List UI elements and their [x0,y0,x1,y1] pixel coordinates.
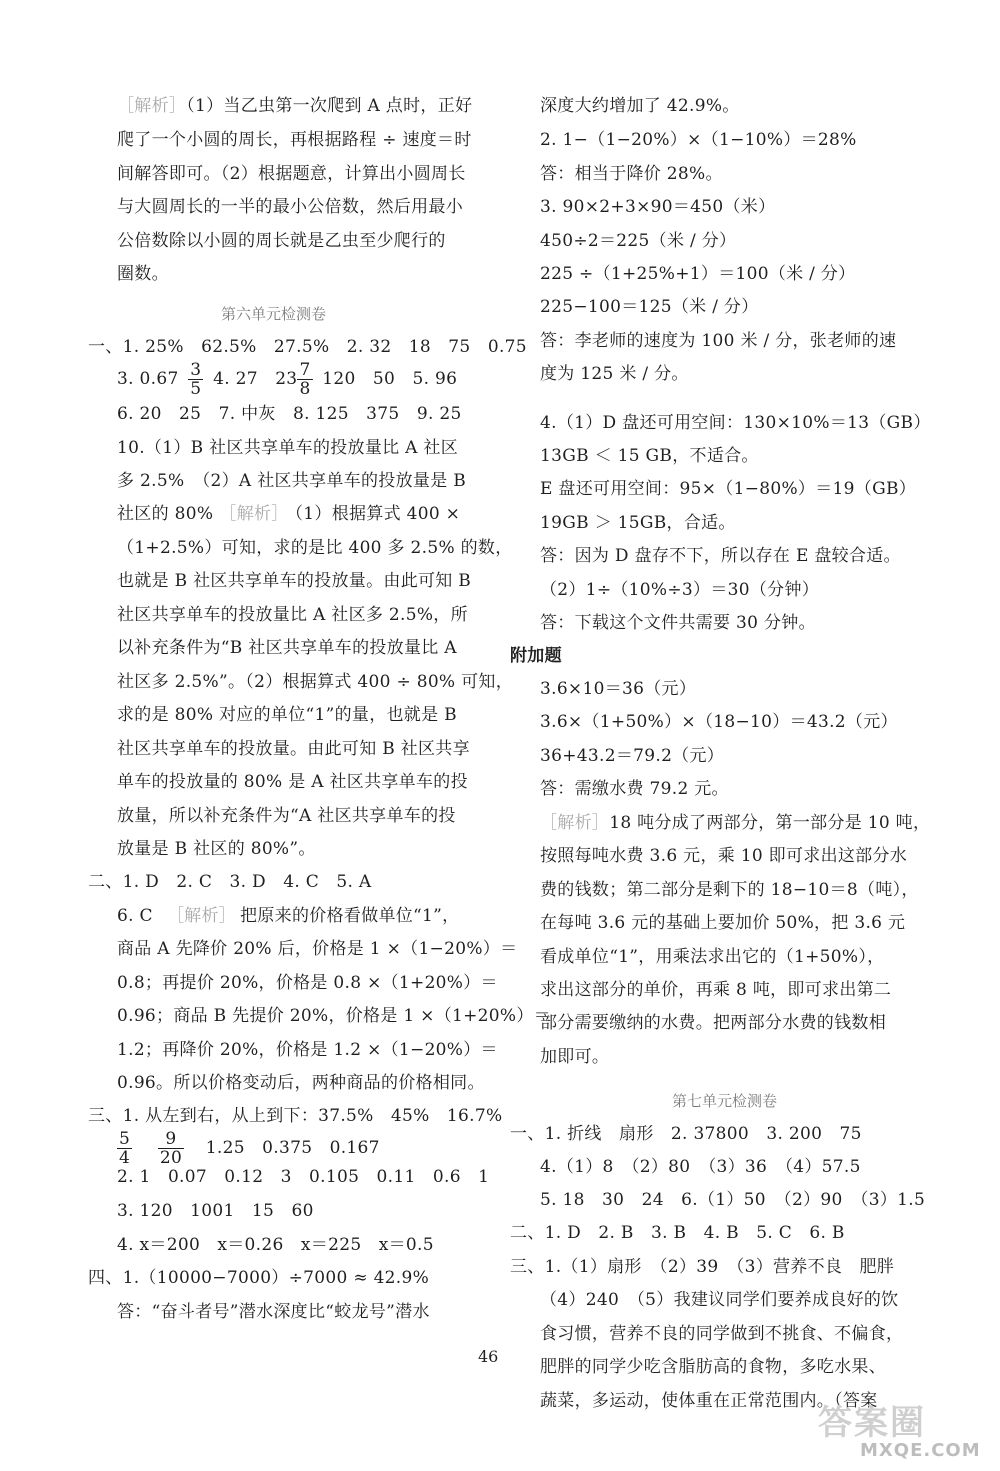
text-line: 3. 0.67 $\frac{3}{5}$ 4. 27 23 $\frac{7}{8}$ 120 50 5. 96 [117,360,458,399]
text-line: 加即可。 [540,1047,610,1067]
text-line: 部分需要缴纳的水费。把两部分水费的钱数相 [540,1013,886,1033]
text-line: 答：李老师的速度为 100 米 / 分，张老师的速 [540,331,897,351]
text-line: 1.2；再降价 20%，价格是 1.2 ×（1−20%）＝ [117,1040,498,1060]
text-line: 6. C ［解析］ 把原来的价格看做单位“1”， [117,906,460,926]
text-line: $\frac{5}{4}$ $\frac{9}{20}$ 1.25 0.375 0.167 [119,1129,380,1168]
text-line: ［解析］18 吨分成了两部分，第一部分是 10 吨， [540,813,931,833]
text-line: 在每吨 3.6 元的基础上要加价 50%，把 3.6 元 [540,913,906,933]
text-line: 答：因为 D 盘存不下，所以存在 E 盘较合适。 [540,546,901,566]
text-line: 225−100＝125（米 / 分） [540,297,759,317]
text-line: 看成单位“1”，用乘法求出它的（1+50%）， [540,947,885,967]
text-line: 一、1. 25% 62.5% 27.5% 2. 32 18 75 0.75 [88,337,527,357]
fraction: $\frac{3}{5}$ [190,360,202,399]
text-line: 答：需缴水费 79.2 元。 [540,779,729,799]
text-line: 三、1.（1）扇形 （2）39 （3）营养不良 肥胖 [510,1257,895,1277]
text-line: （2）1÷（10%÷3）＝30（分钟） [540,580,820,600]
text-line: 放量是 B 社区的 80%”。 [117,839,316,859]
analysis-tag: ［解析］ [219,504,289,524]
page-number: 46 [478,1347,499,1366]
text-line: 单车的投放量的 80% 是 A 社区共享单车的投 [117,772,468,792]
text-line: 肥胖的同学少吃含脂肪高的食物，多吃水果、 [540,1357,886,1377]
text-line: 0.96。所以价格变动后，两种商品的价格相同。 [117,1073,485,1093]
text-line: ［解析］（1）当乙虫第一次爬到 A 点时，正好 [117,96,473,116]
text-line: 36+43.2＝79.2（元） [540,746,725,766]
text-line: 答：“奋斗者号”潜水深度比“蛟龙号”潜水 [117,1302,430,1322]
text-line: 答：相当于降价 28%。 [540,164,723,184]
text-line: 4.（1）8 （2）80 （3）36 （4）57.5 [540,1157,861,1177]
text-line: 3. 90×2+3×90＝450（米） [540,197,776,217]
text-line: 圈数。 [117,264,169,284]
text-line: 4.（1）D 盘还可用空间：130×10%＝13（GB） [540,413,931,433]
section-title-unit6: 第六单元检测卷 [221,305,327,323]
text-line: 商品 A 先降价 20% 后，价格是 1 ×（1−20%）＝ [117,939,518,959]
analysis-tag: ［解析］ [117,96,187,116]
analysis-tag: ［解析］ [540,813,610,833]
text-line: 三、1. 从左到右，从上到下：37.5% 45% 16.7% [88,1106,503,1126]
fraction: $\frac{5}{4}$ [119,1129,131,1168]
text-line: 求出这部分的单价，再乘 8 吨，即可求出第二 [540,980,892,1000]
text-line: 3.6×（1+50%）×（18−10）＝43.2（元） [540,712,898,732]
text-line: 4. x＝200 x＝0.26 x＝225 x＝0.5 [117,1235,434,1255]
text-line: 6. 20 25 7. 中灰 8. 125 375 9. 25 [117,404,462,424]
text-line: 与大圆周长的一半的最小公倍数，然后用最小 [117,197,463,217]
text-line: 10.（1）B 社区共享单车的投放量比 A 社区 [117,438,459,458]
text-line: （4）240 （5）我建议同学们要养成良好的饮 [540,1290,899,1310]
text-line: 2. 1−（1−20%）×（1−10%）＝28% [540,130,857,150]
text-line: 间解答即可。（2）根据题意，计算出小圆周长 [117,164,466,184]
text-line: 二、1. D 2. C 3. D 4. C 5. A [88,872,372,892]
text-line: 社区的 80% ［解析］ （1）根据算式 400 × [117,504,461,524]
text-line: E 盘还可用空间：95×（1−80%）＝19（GB） [540,479,917,499]
text-line: 按照每吨水费 3.6 元，乘 10 即可求出这部分水 [540,846,908,866]
text-line: 450÷2＝225（米 / 分） [540,231,737,251]
text-line: 13GB ＜ 15 GB，不适合。 [540,446,759,466]
text-line: 费的钱数；第二部分是剩下的 18−10＝8（吨）， [540,880,919,900]
text-line: 225 ÷（1+25%+1）＝100（米 / 分） [540,264,856,284]
text-line: 0.96；商品 B 先提价 20%，价格是 1 ×（1+20%）＝ [117,1006,551,1026]
text-line: 蔬菜，多运动，使体重在正常范围内。（答案 [540,1391,878,1411]
text-line: 食习惯，营养不良的同学做到不挑食、不偏食， [540,1324,904,1344]
text-line: （1+2.5%）可知，求的是比 400 多 2.5% 的数， [117,538,513,558]
text-line: 3. 120 1001 15 60 [117,1201,314,1221]
text-line: 四、1.（10000−7000）÷7000 ≈ 42.9% [88,1268,430,1288]
text-line: 19GB ＞ 15GB，合适。 [540,513,736,533]
extra-section-title: 附加题 [510,646,562,666]
text-line: 求的是 80% 对应的单位“1”的量，也就是 B [117,705,457,725]
text-line: 度为 125 米 / 分。 [540,364,689,384]
fraction: $\frac{9}{20}$ [159,1129,183,1168]
text-line: 公倍数除以小圆的周长就是乙虫至少爬行的 [117,231,446,251]
text-line: 以补充条件为“B 社区共享单车的投放量比 A [117,638,457,658]
text-line: 二、1. D 2. B 3. B 4. B 5. C 6. B [510,1223,845,1243]
text-line: 爬了一个小圆的周长，再根据路程 ÷ 速度＝时 [117,130,472,150]
section-title-unit7: 第七单元检测卷 [672,1092,778,1110]
text-line: 社区多 2.5%”。（2）根据算式 400 ÷ 80% 可知， [117,672,513,692]
text-line: 3.6×10＝36（元） [540,679,697,699]
text-line: 5. 18 30 24 6.（1）50 （2）90 （3）1.5 [540,1190,926,1210]
analysis-tag: ［解析］ [166,906,237,926]
watermark-url: MXQE.COM [860,1440,981,1461]
text-line: 深度大约增加了 42.9%。 [540,96,740,116]
text-line: 2. 1 0.07 0.12 3 0.105 0.11 0.6 1 [117,1167,490,1187]
text-line: 社区共享单车的投放量比 A 社区多 2.5%，所 [117,605,468,625]
text-line: 答：下载这个文件共需要 30 分钟。 [540,613,816,633]
text-line: 放量，所以补充条件为“A 社区共享单车的投 [117,806,456,826]
text-line: 社区共享单车的投放量。由此可知 B 社区共享 [117,739,470,759]
text-line: 多 2.5% （2）A 社区共享单车的投放量是 B [117,471,466,491]
text-line: 0.8；再提价 20%，价格是 0.8 ×（1+20%）＝ [117,973,498,993]
text-line: 一、1. 折线 扇形 2. 37800 3. 200 75 [510,1124,862,1144]
text-line: 也就是 B 社区共享单车的投放量。由此可知 B [117,571,472,591]
fraction: $\frac{7}{8}$ [299,360,311,399]
watermark-logo: 答案圈 [818,1403,926,1443]
